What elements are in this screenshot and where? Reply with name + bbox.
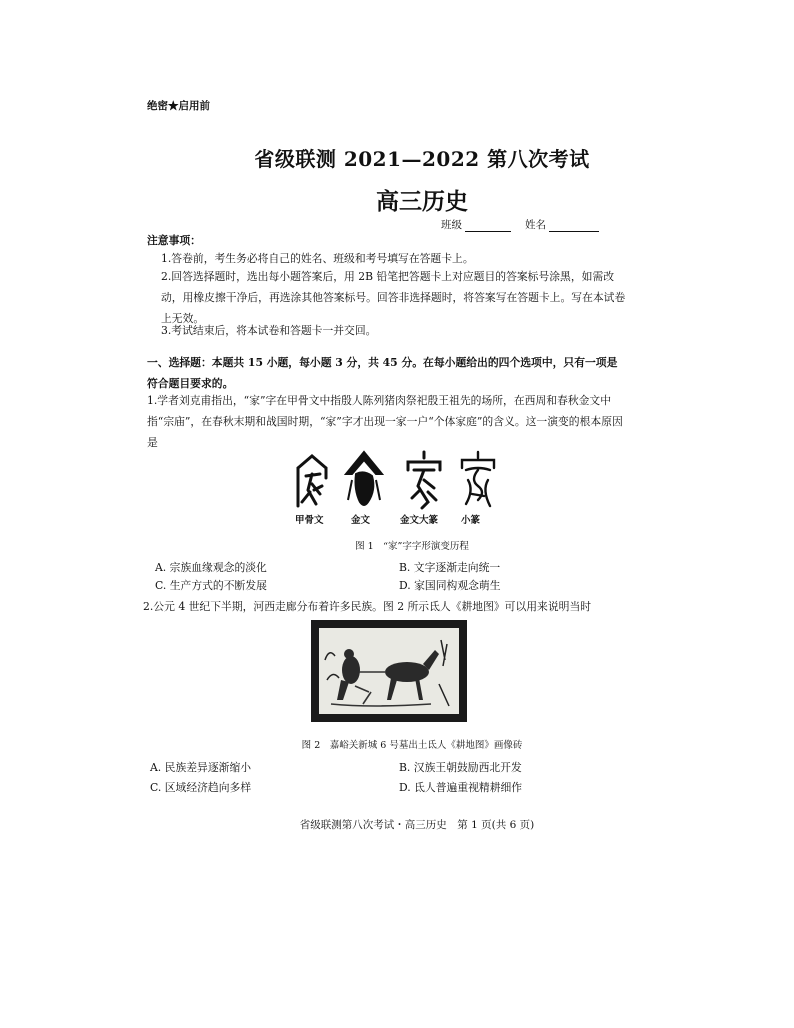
note-item-1: 1.答卷前，考生务必将自己的姓名、班级和考号填写在答题卡上。: [161, 252, 474, 265]
glyph-label-oracle: 甲骨文: [295, 515, 324, 526]
question-1-stem: 1.学者刘克甫指出，“家”字在甲骨文中指殷人陈列猪肉祭祀殷王祖先的场所，在西周和春秋金文中指“宗庙”，在春秋末期和战国时期，“家”字才出现一家一户“个体家庭”的含义。这一演变的根本原因是: [147, 394, 623, 449]
exam-title: 省级联测 2021—2022 第八次考试: [254, 147, 590, 171]
small-seal-glyph: [456, 450, 500, 512]
figure-2-caption: 图 2 嘉峪关新城 6 号墓出土氐人《耕地图》画像砖: [301, 740, 523, 751]
oracle-bone-glyph: [290, 450, 334, 512]
question-2-stem: 2.公元 4 世纪下半期，河西走廊分布着许多民族。图 2 所示氐人《耕地图》可以用来说明当时: [143, 600, 592, 613]
notes-heading: 注意事项：: [147, 234, 201, 247]
glyph-label-bronze: 金文: [351, 515, 371, 526]
note-item-2: 2.回答选择题时，选出每小题答案后，用 2B 铅笔把答题卡上对应题目的答案标号涂黑，如需改动，用橡皮擦干净后，再选涂其他答案标号。回答非选择题时，将答案写在答题卡上。写在本试卷上无效。: [161, 270, 626, 325]
jia-glyph-evolution: [290, 450, 500, 515]
exam-subject: 高三历史: [376, 188, 468, 215]
q2-option-b[interactable]: B. 汉族王朝鼓励西北开发: [399, 761, 522, 774]
q2-option-c[interactable]: C. 区域经济趋向多样: [150, 781, 252, 794]
q2-option-a[interactable]: A. 民族差异逐渐缩小: [150, 761, 252, 774]
secret-label: 绝密★启用前: [147, 100, 210, 112]
section-heading: 一、选择题：本题共 15 小题，每小题 3 分，共 45 分。在每小题给出的四个选项中，只有一项是符合题目要求的。: [147, 356, 618, 390]
note-item-3: 3.考试结束后，将本试卷和答题卡一并交回。: [161, 324, 377, 337]
glyph-label-small-seal: 小篆: [461, 515, 481, 526]
plowing-painting-image: [311, 620, 467, 722]
q1-option-d[interactable]: D. 家国同构观念萌生: [399, 579, 501, 592]
q2-option-d[interactable]: D. 氐人普遍重视精耕细作: [399, 781, 523, 794]
q1-option-b[interactable]: B. 文字逐渐走向统一: [399, 561, 501, 574]
figure-1-caption: 图 1 “家”字字形演变历程: [355, 541, 469, 552]
q1-option-a[interactable]: A. 宗族血缘观念的淡化: [155, 561, 267, 574]
q1-option-c[interactable]: C. 生产方式的不断发展: [155, 579, 267, 592]
page-footer: 省级联测第八次考试・高三历史 第 1 页(共 6 页): [299, 819, 535, 831]
bronze-glyph: [342, 450, 386, 512]
bronze-seal-glyph: [402, 450, 446, 512]
name-label: 姓名: [525, 219, 546, 231]
glyph-label-bronze-seal: 金文大篆: [400, 515, 439, 526]
class-label: 班级: [441, 219, 462, 231]
